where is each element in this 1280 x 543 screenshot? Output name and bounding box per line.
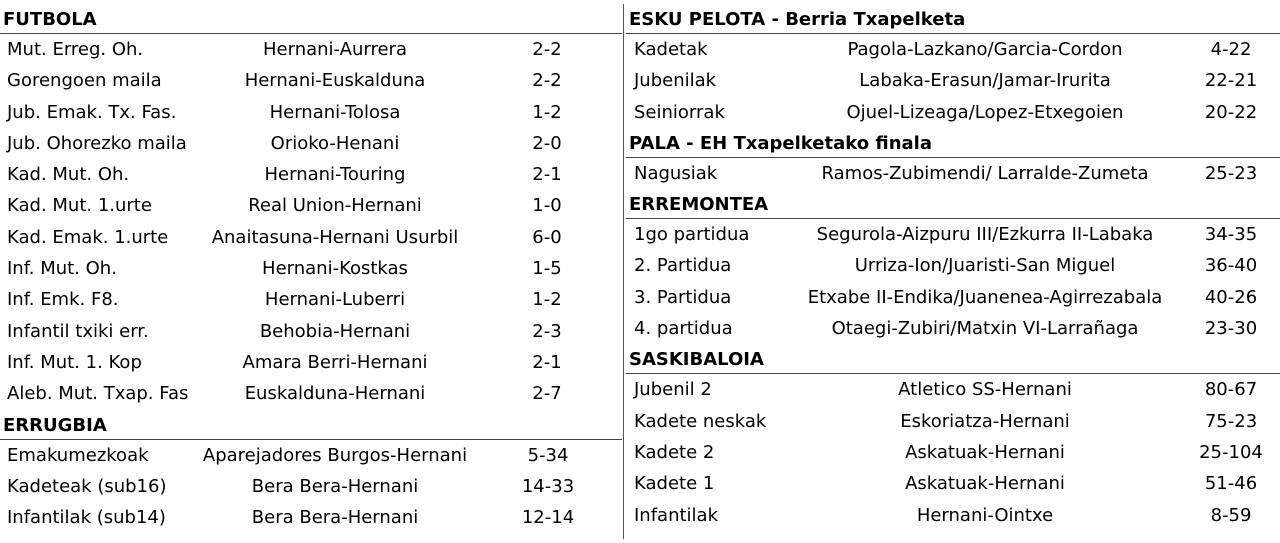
esku-pelota-results: [626, 34, 1280, 128]
match-label: Bera Bera-Hernani: [251, 507, 419, 529]
result-row: [0, 97, 622, 128]
match-label: Aparejadores Burgos-Hernani: [202, 444, 468, 466]
category-label: 1go partidua: [634, 224, 750, 246]
score-label: 2-3: [532, 320, 562, 342]
match-label: Askatuak-Hernani: [905, 473, 1065, 495]
category-label: Aleb. Mut. Txap. Fas: [7, 383, 189, 405]
score-label: 5-34: [527, 444, 569, 466]
pala-results: [626, 158, 1280, 189]
match-label: Hernani-Luberri: [264, 289, 406, 311]
erremontea-results: [626, 219, 1280, 344]
score-label: 1-2: [532, 101, 562, 123]
result-row: [0, 502, 622, 533]
match-label: Labaka-Erasun/Jamar-Irurita: [859, 70, 1111, 92]
category-label: Kadete neskak: [634, 410, 767, 432]
result-row: [626, 282, 1280, 313]
category-label: Kadete 1: [634, 473, 715, 495]
result-row: [626, 437, 1280, 468]
score-label: 2-1: [532, 351, 562, 373]
match-label: Bera Bera-Hernani: [251, 475, 419, 497]
result-row: [626, 97, 1280, 128]
errugbia-results: [0, 440, 622, 534]
match-label: Hernani-Aurrera: [263, 39, 407, 60]
section-title-errugbia: ERRUGBIA: [0, 410, 622, 440]
result-row: [0, 190, 622, 221]
score-label: 4-22: [1210, 39, 1252, 60]
match-label: Eskoriatza-Hernani: [900, 410, 1070, 432]
result-row: [0, 471, 622, 502]
section-title-pala: PALA - EH Txapelketako finala: [626, 128, 1280, 158]
match-label: Ojuel-Lizeaga/Lopez-Etxegoien: [846, 101, 1124, 123]
score-label: 75-23: [1204, 410, 1258, 432]
match-label: Hernani-Kostkas: [262, 258, 408, 280]
category-label: Gorengoen maila: [7, 70, 162, 92]
result-row: [0, 159, 622, 190]
score-label: 1-0: [532, 195, 562, 217]
category-label: Jub. Ohorezko maila: [7, 132, 187, 154]
result-row: [626, 374, 1280, 405]
match-label: Ramos-Zubimendi/ Larralde-Zumeta: [821, 162, 1149, 184]
category-label: 2. Partidua: [634, 255, 732, 277]
category-label: Emakumezkoak: [7, 444, 149, 466]
column-divider: [623, 4, 624, 539]
match-label: Atletico SS-Hernani: [898, 379, 1072, 401]
result-row: [0, 34, 622, 65]
score-label: 20-22: [1204, 101, 1258, 123]
result-row: [626, 468, 1280, 499]
result-row: [626, 158, 1280, 189]
category-label: Nagusiak: [634, 162, 718, 184]
match-label: Otaegi-Zubiri/Matxin VI-Larrañaga: [831, 318, 1139, 340]
category-label: Mut. Erreg. Oh.: [7, 39, 144, 60]
result-row: [626, 65, 1280, 96]
result-row: [626, 406, 1280, 437]
score-label: 51-46: [1204, 473, 1258, 495]
match-label: Urriza-Ion/Juaristi-San Miguel: [854, 255, 1116, 277]
result-row: [626, 219, 1280, 250]
score-label: 40-26: [1204, 286, 1258, 308]
result-row: [0, 347, 622, 378]
left-column: [0, 4, 622, 533]
futbola-results: [0, 34, 622, 410]
category-label: Inf. Mut. Oh.: [7, 258, 117, 280]
category-label: Infantilak: [634, 504, 719, 526]
category-label: Kad. Mut. 1.urte: [7, 195, 152, 217]
score-label: 12-14: [521, 507, 575, 529]
score-label: 23-30: [1204, 318, 1258, 340]
category-label: Kadeteak (sub16): [7, 475, 167, 497]
result-row: [0, 316, 622, 347]
match-label: Behobia-Hernani: [259, 320, 411, 342]
result-row: [0, 284, 622, 315]
score-label: 80-67: [1204, 379, 1258, 401]
match-label: Anaitasuna-Hernani Usurbil: [211, 226, 459, 248]
score-label: 22-21: [1204, 70, 1258, 92]
result-row: [0, 222, 622, 253]
match-label: Segurola-Aizpuru III/Ezkurra II-Labaka: [816, 224, 1154, 246]
category-label: Kad. Emak. 1.urte: [7, 226, 169, 248]
result-row: [626, 500, 1280, 531]
score-label: 2-2: [532, 39, 562, 60]
match-label: Amara Berri-Hernani: [242, 351, 428, 373]
score-label: 34-35: [1204, 224, 1258, 246]
score-label: 8-59: [1210, 504, 1252, 526]
result-row: [0, 440, 622, 471]
right-column: [626, 4, 1280, 531]
result-row: [626, 250, 1280, 281]
score-label: 2-7: [532, 383, 562, 405]
match-label: Hernani-Touring: [264, 164, 406, 186]
category-label: 3. Partidua: [634, 286, 732, 308]
match-label: Hernani-Ointxe: [916, 504, 1054, 526]
score-label: 1-5: [532, 258, 562, 280]
category-label: 4. partidua: [634, 318, 733, 340]
section-title-futbola: FUTBOLA: [0, 4, 622, 34]
category-label: Jubenilak: [634, 70, 717, 92]
match-label: Real Union-Hernani: [248, 195, 422, 217]
match-label: Pagola-Lazkano/Garcia-Cordon: [847, 39, 1123, 60]
category-label: Kad. Mut. Oh.: [7, 164, 130, 186]
result-row: [0, 253, 622, 284]
category-label: Jub. Emak. Tx. Fas.: [7, 101, 177, 123]
saskibaloia-results: [626, 374, 1280, 530]
result-row: [626, 34, 1280, 65]
match-label: Askatuak-Hernani: [905, 441, 1065, 463]
score-label: 25-23: [1204, 162, 1258, 184]
section-title-saskibaloia: SASKIBALOIA: [626, 344, 1280, 374]
score-label: 2-2: [532, 70, 562, 92]
match-label: Orioko-Henani: [270, 132, 400, 154]
match-label: Etxabe II-Endika/Juanenea-Agirrezabala: [807, 286, 1163, 308]
result-row: [0, 128, 622, 159]
section-title-esku-pelota: ESKU PELOTA - Berria Txapelketa: [626, 4, 1280, 34]
category-label: Kadete 2: [634, 441, 715, 463]
category-label: Inf. Emk. F8.: [7, 289, 119, 311]
score-label: 2-0: [532, 132, 562, 154]
match-label: Euskalduna-Hernani: [244, 383, 426, 405]
score-label: 1-2: [532, 289, 562, 311]
result-row: [0, 65, 622, 96]
match-label: Hernani-Euskalduna: [244, 70, 426, 92]
score-label: 25-104: [1199, 441, 1263, 463]
score-label: 36-40: [1204, 255, 1258, 277]
section-title-erremontea: ERREMONTEA: [626, 189, 1280, 219]
category-label: Infantilak (sub14): [7, 507, 166, 529]
category-label: Jubenil 2: [634, 379, 712, 401]
match-label: Hernani-Tolosa: [269, 101, 401, 123]
category-label: Seiniorrak: [634, 101, 725, 123]
score-label: 14-33: [521, 475, 575, 497]
result-row: [0, 378, 622, 409]
score-label: 6-0: [532, 226, 562, 248]
result-row: [626, 313, 1280, 344]
category-label: Infantil txiki err.: [7, 320, 149, 342]
category-label: Kadetak: [634, 39, 708, 60]
score-label: 2-1: [532, 164, 562, 186]
category-label: Inf. Mut. 1. Kop: [7, 351, 142, 373]
